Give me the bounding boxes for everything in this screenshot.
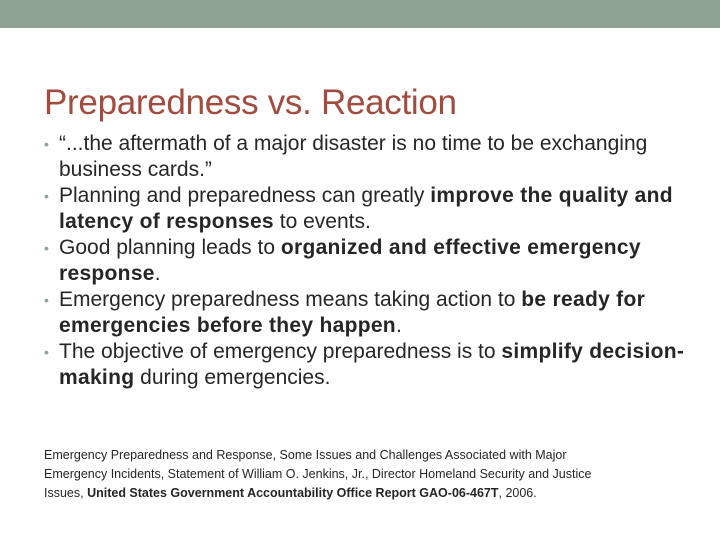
bullet-item: [44, 183, 694, 235]
bullet-marker: •: [44, 344, 49, 360]
bullet-marker: •: [44, 188, 49, 204]
bullet-item: [44, 339, 694, 391]
citation-line-2: Emergency Incidents, Statement of William O. Jenkins, Jr., Director Homeland Security and Justice: [44, 467, 592, 481]
bullet-item: [44, 287, 694, 339]
citation-line-1: Emergency Preparedness and Response, Some Issues and Challenges Associated with Major: [44, 448, 567, 462]
bullet-text: [59, 287, 694, 339]
bullet-segment: .: [154, 262, 161, 285]
bullet-segment: Planning and preparedness can greatly: [59, 184, 431, 207]
top-accent-bar: [0, 0, 720, 28]
bullet-item: [44, 235, 694, 287]
bullet-segment: Emergency preparedness means taking action to: [59, 288, 522, 311]
citation: [44, 446, 684, 503]
citation-report-name: United States Government Accountability Office Report GAO-06-467T: [87, 486, 499, 500]
citation-line-3-suffix: , 2006.: [498, 486, 537, 500]
bullet-text: [59, 183, 694, 235]
bullet-item: [44, 131, 694, 183]
bullet-text: [59, 235, 694, 287]
bullet-marker: •: [44, 292, 49, 308]
bullet-emphasis: organized and effective emergency response: [59, 236, 641, 285]
citation-line-3-prefix: Issues,: [44, 486, 88, 500]
bullet-segment: Good planning leads to: [59, 236, 281, 259]
bullet-emphasis: simplify decision-making: [59, 340, 685, 389]
bullet-segment: “...the aftermath of a major disaster is no time to be exchanging business cards.”: [59, 132, 648, 181]
bullet-list: [44, 131, 694, 391]
bullet-segment: to events.: [273, 210, 371, 233]
bullet-segment: .: [395, 314, 402, 337]
bullet-marker: •: [44, 240, 49, 256]
bullet-text: [59, 131, 694, 183]
bullet-marker: •: [44, 136, 49, 152]
bullet-segment: The objective of emergency preparedness is to: [59, 340, 502, 363]
bullet-emphasis: improve the quality and latency of responses: [59, 184, 673, 233]
bullet-emphasis: be ready for emergencies before they happen: [59, 288, 646, 337]
bullet-segment: during emergencies.: [134, 366, 331, 389]
slide-title: Preparedness vs. Reaction: [44, 83, 457, 123]
bullet-text: [59, 339, 694, 391]
